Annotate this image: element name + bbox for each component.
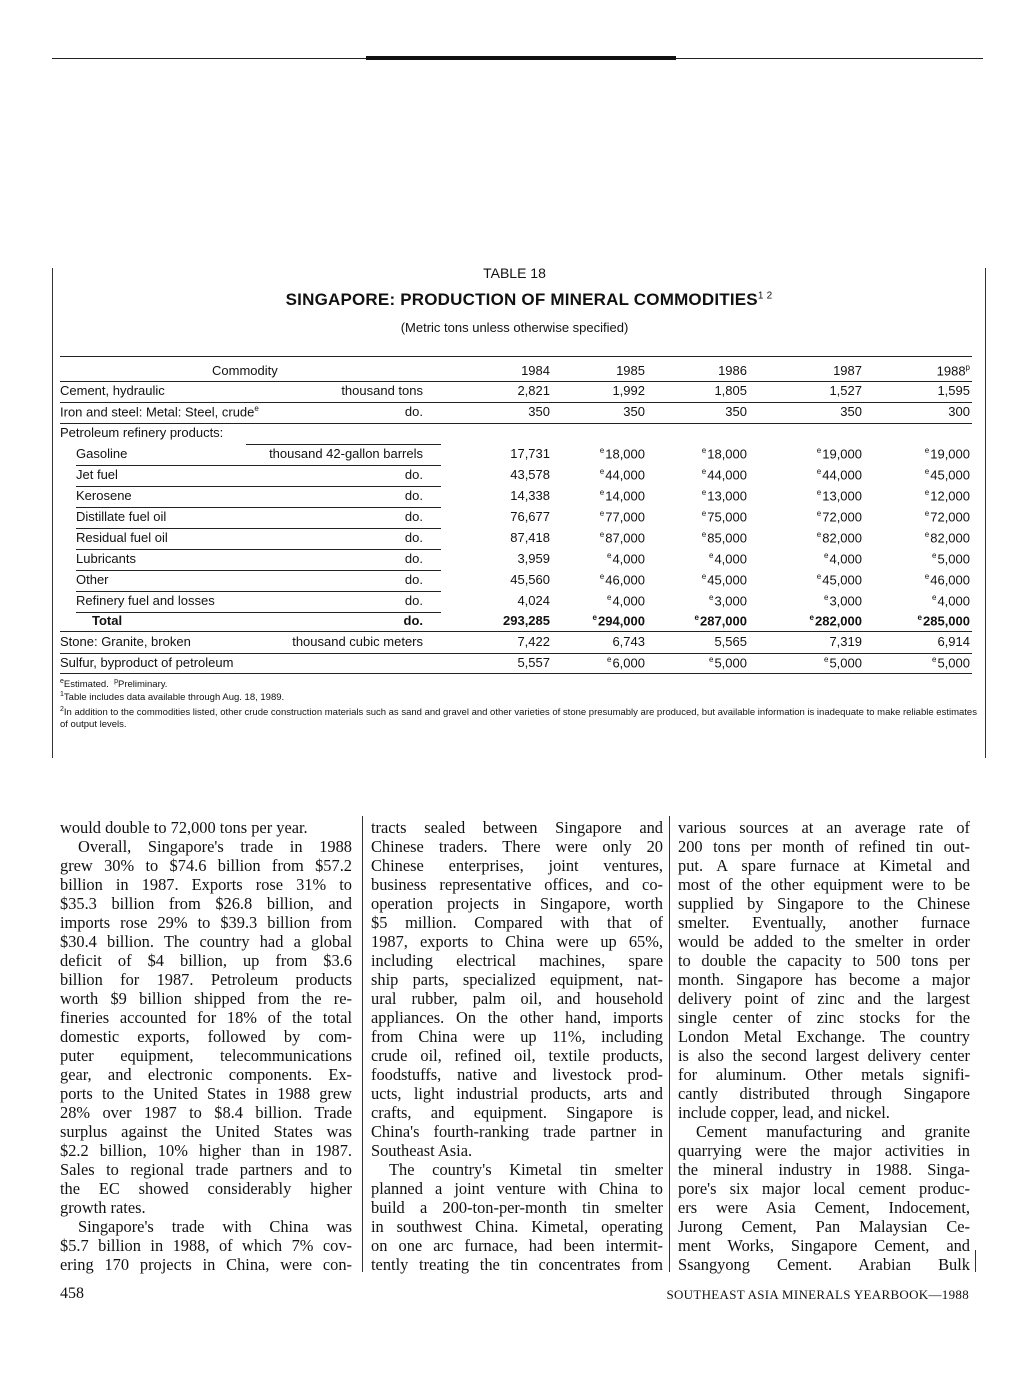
row-unit: do.	[403, 613, 423, 628]
row-separator	[76, 486, 441, 487]
row-value-1986: $^e$3,000	[709, 593, 747, 609]
text-line: business representative offices, and co-	[371, 875, 663, 894]
text-line: is also the second largest delivery center	[678, 1046, 970, 1065]
column-rule-2	[669, 816, 670, 1272]
text-line: surplus against the United States was	[60, 1122, 352, 1141]
text-line: Chinese enterprises, joint ventures,	[371, 856, 663, 875]
row-unit: thousand 42-gallon barrels	[269, 446, 423, 461]
row-value-1986: 5,565	[714, 634, 747, 649]
row-value-1986: $^e$13,000	[701, 488, 747, 504]
text-line: on one arc furnace, had been intermit-	[371, 1236, 663, 1255]
row-value-1987: $^e$4,000	[824, 551, 862, 567]
page-number: 458	[60, 1285, 84, 1302]
text-line: would double to 72,000 tons per year.	[60, 818, 308, 837]
text-line: month. Singapore has become a major	[678, 970, 970, 989]
row-unit: do.	[404, 572, 423, 587]
text-line: 1987, exports to China were up 65%,	[371, 932, 663, 951]
row-value-1984: 45,560	[510, 572, 550, 587]
text-line: imports rose 29% to $39.3 billion from	[60, 913, 352, 932]
row-commodity: Lubricants	[76, 551, 136, 566]
text-line: China's fourth-ranking trade partner in	[371, 1122, 663, 1141]
row-value-1986: $^e$45,000	[701, 572, 747, 588]
footnote-legend: $^e$Estimated. $^p$Preliminary.	[60, 678, 168, 691]
text-line: Overall, Singapore's trade in 1988	[78, 837, 352, 856]
row-value-1988: $^e$19,000	[924, 446, 970, 462]
row-value-1987: $^e$82,000	[816, 530, 862, 546]
row-value-1985: $^e$4,000	[607, 551, 645, 567]
row-value-1987: 1,527	[829, 383, 862, 398]
header-1985: 1985	[616, 363, 645, 378]
row-value-1984: 76,677	[510, 509, 550, 524]
row-value-1985: $^e$294,000	[592, 613, 645, 629]
text-line: supplied by Singapore to the Chinese	[678, 894, 970, 913]
footnote-2: $^2$In addition to the commodities listed, other crude construction materials such as sand and gravel and other varieties of stone presumably are produced, but available information is inadequate to make reliable estimates of output levels.	[60, 706, 977, 731]
row-value-1988: $^e$45,000	[924, 467, 970, 483]
text-line: 28% over 1987 to $8.4 billion. Trade	[60, 1103, 352, 1122]
text-line: deficit of $4 billion, up from $3.6	[60, 951, 352, 970]
row-value-1988: 1,595	[937, 383, 970, 398]
row-value-1988: 300	[948, 404, 970, 419]
table-row	[60, 404, 972, 424]
row-value-1988: $^e$72,000	[924, 509, 970, 525]
row-value-1984: 87,418	[510, 530, 550, 545]
row-value-1987: $^e$45,000	[816, 572, 862, 588]
text-line: Cement manufacturing and granite	[696, 1122, 970, 1141]
column-rule-3	[975, 1250, 976, 1272]
row-value-1986: $^e$4,000	[709, 551, 747, 567]
text-line: Chinese traders. There were only 20	[371, 837, 663, 856]
text-line: ering 170 projects in China, were con-	[60, 1255, 352, 1274]
text-column-3	[678, 818, 970, 1278]
row-value-1984: 350	[528, 404, 550, 419]
row-value-1984: 43,578	[510, 467, 550, 482]
text-line: ports to the United States in 1988 grew	[60, 1084, 352, 1103]
table-title-footnote-marks: 1 2	[757, 290, 773, 302]
text-line: appliances. On the other hand, imports	[371, 1008, 663, 1027]
text-line: include copper, lead, and nickel.	[678, 1103, 890, 1122]
row-value-1986: $^e$44,000	[701, 467, 747, 483]
row-value-1987: $^e$5,000	[824, 655, 862, 671]
text-line: grew 30% to $74.6 billion from $57.2	[60, 856, 352, 875]
text-line: foodstuffs, native and livestock prod-	[371, 1065, 663, 1084]
text-line: from China were up 11%, including	[371, 1027, 663, 1046]
row-unit: do.	[404, 551, 423, 566]
row-separator	[60, 423, 972, 424]
text-line: crafts, and equipment. Singapore is	[371, 1103, 663, 1122]
row-value-1985: $^e$87,000	[599, 530, 645, 546]
text-line: $5.7 billion in 1988, of which 7% cov-	[60, 1236, 352, 1255]
table-row	[60, 530, 972, 550]
text-line: various sources at an average rate of	[678, 818, 970, 837]
row-value-1987: $^e$19,000	[816, 446, 862, 462]
text-line: operation projects in Singapore, worth	[371, 894, 663, 913]
row-value-1985: $^e$77,000	[599, 509, 645, 525]
row-commodity: Residual fuel oil	[76, 530, 168, 545]
row-value-1986: $^e$5,000	[709, 655, 747, 671]
text-line: gear, and electronic components. Ex-	[60, 1065, 352, 1084]
text-line: billion for 1987. Petroleum products	[60, 970, 352, 989]
text-line: the mineral industry in 1988. Singa-	[678, 1160, 970, 1179]
row-value-1985: 350	[623, 404, 645, 419]
row-value-1984: 293,285	[503, 613, 550, 628]
table-title: SINGAPORE: PRODUCTION OF MINERAL $COMMODITIES^{1 2}$	[285, 290, 773, 309]
row-commodity: Distillate fuel oil	[76, 509, 167, 524]
text-line: growth rates.	[60, 1198, 146, 1217]
text-line: $30.4 billion. The country had a global	[60, 932, 352, 951]
row-value-1984: 2,821	[517, 383, 550, 398]
row-value-1984: 5,557	[517, 655, 550, 670]
header-1988: 1988$^p$	[936, 363, 970, 379]
text-line: in southwest China. Kimetal, operating	[371, 1217, 663, 1236]
row-unit: do.	[404, 404, 423, 419]
row-value-1985: $^e$6,000	[607, 655, 645, 671]
table-row	[60, 655, 972, 675]
text-line: ural rubber, palm oil, and household	[371, 989, 663, 1008]
row-value-1986: $^e$75,000	[701, 509, 747, 525]
row-commodity: Cement, hydraulic	[60, 383, 165, 398]
row-value-1985: $^e$18,000	[599, 446, 645, 462]
text-line: put. A spare furnace at Kimetal and	[678, 856, 970, 875]
row-value-1988: $^e$5,000	[932, 655, 970, 671]
text-line: ment Works, Singapore Cement, and	[678, 1236, 970, 1255]
text-line: ship parts, specialized equipment, nat-	[371, 970, 663, 989]
row-value-1984: 17,731	[510, 446, 550, 461]
text-line: quarrying were the major activities in	[678, 1141, 970, 1160]
row-unit: thousand cubic meters	[292, 634, 423, 649]
row-value-1987: $^e$72,000	[816, 509, 862, 525]
row-unit: do.	[404, 467, 423, 482]
column-rule-1	[362, 816, 363, 1272]
text-line: Southeast Asia.	[371, 1141, 473, 1160]
row-separator	[60, 653, 972, 654]
row-unit: do.	[404, 488, 423, 503]
row-value-1987: 7,319	[829, 634, 862, 649]
row-separator	[76, 570, 441, 571]
row-value-1988: $^e$46,000	[924, 572, 970, 588]
text-line: $2.2 billion, 10% higher than in 1987.	[60, 1141, 352, 1160]
table-row	[60, 383, 972, 403]
text-line: $5 million. Compared with that of	[371, 913, 663, 932]
text-line: Sales to regional trade partners and to	[60, 1160, 352, 1179]
row-value-1988: $^e$12,000	[924, 488, 970, 504]
row-value-1986: 350	[725, 404, 747, 419]
table-row	[60, 446, 972, 466]
row-value-1986: $^e$287,000	[694, 613, 747, 629]
row-separator	[76, 465, 441, 466]
text-line: fineries accounted for 18% of the total	[60, 1008, 352, 1027]
row-separator	[76, 528, 441, 529]
running-footer: SOUTHEAST ASIA MINERALS YEARBOOK—1988	[666, 1287, 969, 1302]
row-value-1984: 3,959	[517, 551, 550, 566]
row-value-1985: $^e$4,000	[607, 593, 645, 609]
row-value-1987: $^e$282,000	[809, 613, 862, 629]
row-value-1985: $^e$44,000	[599, 467, 645, 483]
text-column-1	[60, 818, 352, 1278]
row-commodity: Stone: Granite, broken	[60, 634, 191, 649]
table-row	[60, 551, 972, 571]
text-line: for aluminum. Other metals signifi-	[678, 1065, 970, 1084]
table-row	[60, 613, 972, 633]
text-line: cantly distributed through Singapore	[678, 1084, 970, 1103]
row-value-1984: 7,422	[517, 634, 550, 649]
text-line: worth $9 billion shipped from the re-	[60, 989, 352, 1008]
row-commodity: Other	[76, 572, 109, 587]
table-row	[60, 593, 972, 613]
text-line: billion in 1987. Exports rose 31% to	[60, 875, 352, 894]
row-value-1988: $^e$4,000	[932, 593, 970, 609]
text-line: crude oil, refined oil, textile products,	[371, 1046, 663, 1065]
text-line: would be added to the smelter in order	[678, 932, 970, 951]
header-1984: 1984	[521, 363, 550, 378]
text-line: planned a joint venture with China to	[371, 1179, 663, 1198]
text-line: 200 tons per month of refined tin out-	[678, 837, 970, 856]
text-line: smelter. Eventually, another furnace	[678, 913, 970, 932]
table-row	[60, 572, 972, 592]
table-label: TABLE 18	[483, 265, 546, 281]
row-value-1984: 4,024	[517, 593, 550, 608]
text-line: Jurong Cement, Pan Malaysian Ce-	[678, 1217, 970, 1236]
row-commodity: Petroleum refinery products:	[60, 425, 224, 440]
row-value-1988: $^e$82,000	[924, 530, 970, 546]
footnote-1: $^1$Table includes data available through Aug. 18, 1989.	[60, 691, 285, 704]
text-line: tently treating the tin concentrates from	[371, 1255, 663, 1274]
row-unit: do.	[404, 593, 423, 608]
row-separator	[60, 631, 972, 632]
row-value-1988: $^e$285,000	[917, 613, 970, 629]
text-line: London Metal Exchange. The country	[678, 1027, 970, 1046]
text-line: $35.3 billion from $26.8 billion, and	[60, 894, 352, 913]
row-commodity: Gasoline	[76, 446, 128, 461]
row-separator	[60, 402, 972, 403]
row-value-1987: $^e$44,000	[816, 467, 862, 483]
row-unit: do.	[404, 509, 423, 524]
text-line: Ssangyong Cement. Arabian Bulk	[678, 1255, 970, 1274]
row-value-1987: $^e$3,000	[824, 593, 862, 609]
row-value-1988: $^e$5,000	[932, 551, 970, 567]
row-separator	[76, 507, 441, 508]
row-commodity: Sulfur, byproduct of petroleum	[60, 655, 234, 670]
row-value-1987: 350	[840, 404, 862, 419]
row-commodity: Refinery fuel and losses	[76, 593, 215, 608]
row-commodity: Iron and steel: Metal: Steel, crude$^e$	[60, 404, 259, 420]
row-commodity: Jet fuel	[76, 467, 118, 482]
row-unit: do.	[404, 530, 423, 545]
row-commodity: Total	[92, 613, 123, 628]
header-1987: 1987	[833, 363, 862, 378]
text-line: Singapore's trade with China was	[78, 1217, 352, 1236]
text-line: build a 200-ton-per-month tin smelter	[371, 1198, 663, 1217]
table-rule-bottom	[60, 673, 972, 674]
text-line: including electrical machines, spare	[371, 951, 663, 970]
text-line: ers were Asia Cement, Indocement,	[678, 1198, 970, 1217]
row-value-1988: 6,914	[937, 634, 970, 649]
table-rule-header	[60, 381, 972, 382]
table-row	[60, 425, 972, 445]
table-row	[60, 509, 972, 529]
text-line: to double the capacity to 500 tons per	[678, 951, 970, 970]
row-commodity: Kerosene	[76, 488, 132, 503]
table-row	[60, 467, 972, 487]
row-value-1985: 1,992	[612, 383, 645, 398]
table-subtitle: (Metric tons unless otherwise specified)	[400, 320, 629, 335]
text-line: domestic exports, followed by com-	[60, 1027, 352, 1046]
text-line: ucts, light industrial products, arts and	[371, 1084, 663, 1103]
row-value-1985: 6,743	[612, 634, 645, 649]
text-line: The country's Kimetal tin smelter	[389, 1160, 663, 1179]
table-header-row	[60, 363, 972, 383]
header-1986: 1986	[718, 363, 747, 378]
text-line: pore's six major local cement produc-	[678, 1179, 970, 1198]
row-value-1986: $^e$85,000	[701, 530, 747, 546]
text-line: single center of zinc stocks for the	[678, 1008, 970, 1027]
table-rule-top	[60, 356, 972, 357]
text-line: puter equipment, telecommunications	[60, 1046, 352, 1065]
row-value-1985: $^e$46,000	[599, 572, 645, 588]
text-line: the EC showed considerably higher	[60, 1179, 352, 1198]
row-value-1987: $^e$13,000	[816, 488, 862, 504]
text-column-2	[371, 818, 663, 1278]
header-commodity: Commodity	[212, 363, 278, 378]
text-line: most of the other equipment were to be	[678, 875, 970, 894]
row-separator	[76, 549, 441, 550]
row-value-1985: $^e$14,000	[599, 488, 645, 504]
row-value-1984: 14,338	[510, 488, 550, 503]
table-row	[60, 488, 972, 508]
row-value-1986: 1,805	[714, 383, 747, 398]
text-line: tracts sealed between Singapore and	[371, 818, 663, 837]
row-value-1986: $^e$18,000	[701, 446, 747, 462]
row-separator	[246, 444, 441, 445]
header-rule-thick	[366, 56, 676, 60]
row-separator	[76, 591, 441, 592]
row-unit: thousand tons	[341, 383, 423, 398]
text-line: delivery point of zinc and the largest	[678, 989, 970, 1008]
table-row	[60, 634, 972, 654]
